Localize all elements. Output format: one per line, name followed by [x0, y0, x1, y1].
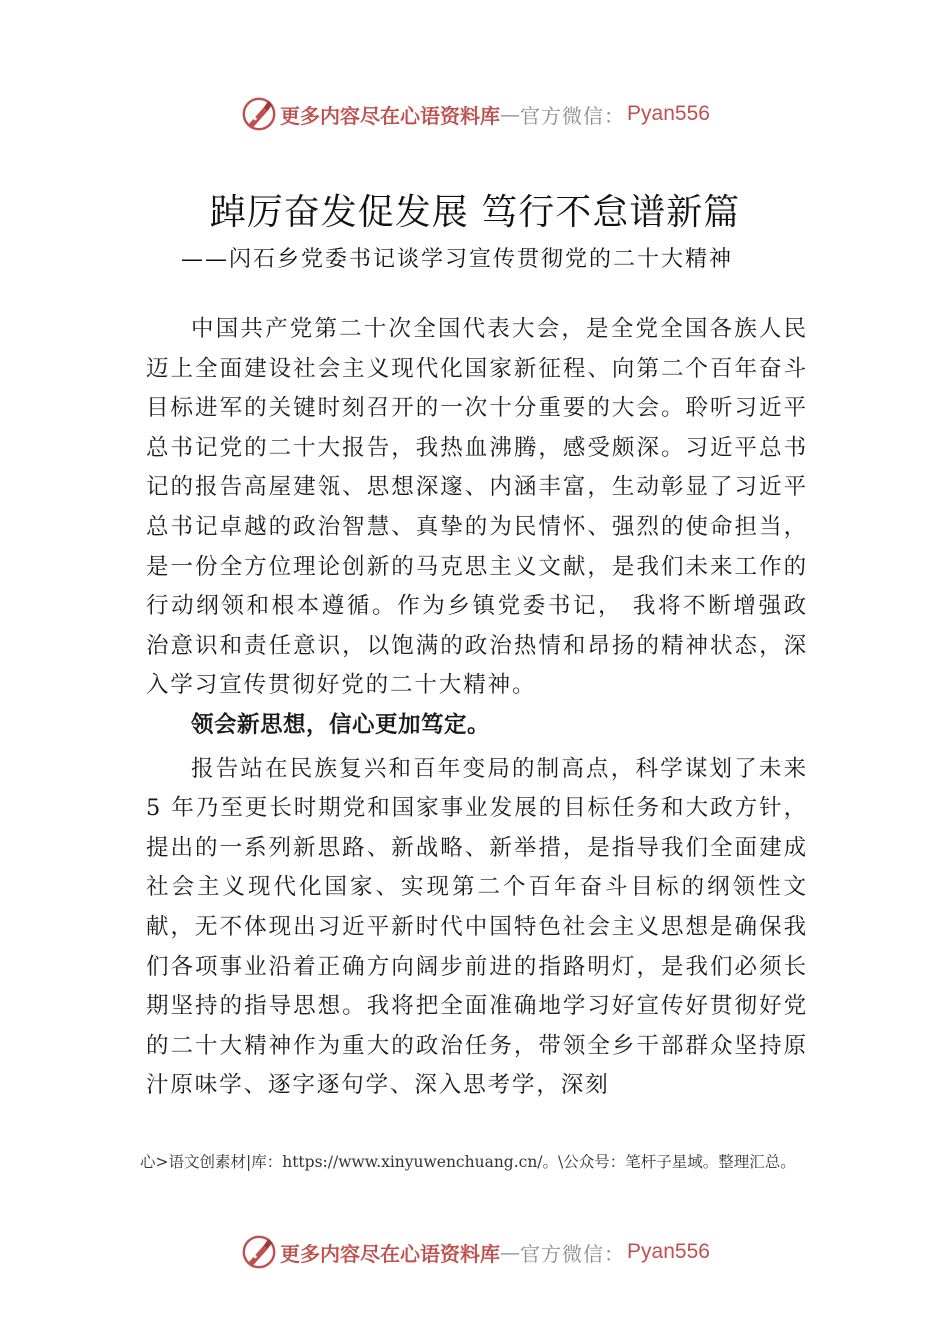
- section-heading: 领会新思想，信心更加笃定。: [191, 711, 491, 738]
- document-subtitle: ——闪石乡党委书记谈学习宣传贯彻党的二十大精神: [181, 247, 734, 272]
- source-footnote: 心>语文创素材|库：https://www.xinyuwenchuang.cn/。\公众号：笔杆子星域。整理汇总。: [140, 1153, 796, 1171]
- document-title: 踔厉奋发促发展 笃行不怠谱新篇: [209, 192, 741, 233]
- paragraph-report: 报告站在民族复兴和百年变局的制高点，科学谋划了未来 5 年乃至更长时期党和国家事业发展的目标任务和大政方针，提出的一系列新思路、新战略、新举措，是指导我们全面建成社会主义现代化国家、实现第二个百年奋斗目标的纲领性文献，无不体现出习近平新时代中国特色社会主义思想是确保我们各项事业沿着正确方向阔步前进的指路明灯，是我们必须长期坚持的指导思想。我将把全面准确地学习好宣传好贯彻好党的二十大精神作为重大的政治任务，带领全乡干部群众坚持原汁原味学、逐字逐句学、深入思考学，深刻: [146, 755, 808, 1099]
- document-body: [146, 310, 808, 1106]
- banner-promo-text: 更多内容尽在心语资料库: [280, 103, 501, 128]
- header-banner: [0, 94, 950, 134]
- footer-banner: [0, 1232, 950, 1272]
- pen-nib-logo-icon: [240, 1233, 278, 1271]
- banner-separator: —: [500, 102, 521, 126]
- banner-separator: —: [500, 1240, 521, 1264]
- banner-wechat-label: 官方微信：: [520, 1241, 626, 1266]
- banner-wechat-label: 官方微信：: [520, 103, 626, 128]
- pen-nib-logo-icon: [240, 95, 278, 133]
- banner-promo-text: 更多内容尽在心语资料库: [280, 1241, 501, 1266]
- banner-wechat-id: Pyan556: [627, 1240, 710, 1263]
- banner-wechat-id: Pyan556: [627, 102, 710, 125]
- paragraph-intro: 中国共产党第二十次全国代表大会，是全党全国各族人民迈上全面建设社会主义现代化国家新征程、向第二个百年奋斗目标进军的关键时刻召开的一次十分重要的大会。聆听习近平总书记党的二十大报告，我热血沸腾，感受颇深。习近平总书记的报告高屋建瓴、思想深邃、内涵丰富，生动彰显了习近平总书记卓越的政治智慧、真挚的为民情怀、强烈的使命担当，是一份全方位理论创新的马克思主义文献，是我们未来工作的行动纲领和根本遵循。作为乡镇党委书记， 我将不断增强政治意识和责任意识，以饱满的政治热情和昂扬的精神状态，深入学习宣传贯彻好党的二十大精神。: [146, 316, 808, 699]
